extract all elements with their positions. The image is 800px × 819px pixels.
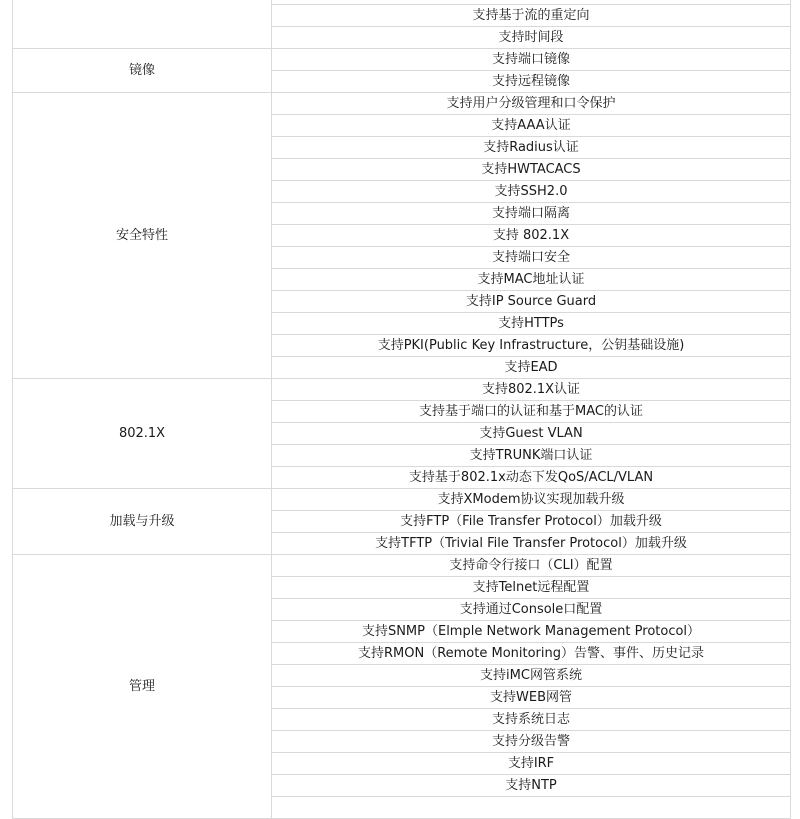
feature-cell: 支持RMON（Remote Monitoring）告警、事件、历史记录 xyxy=(272,643,791,665)
feature-cell: 支持远程镜像 xyxy=(272,71,791,93)
feature-cell: 支持SNMP（Elmple Network Management Protocol） xyxy=(272,621,791,643)
feature-cell: 支持基于端口的认证和基于MAC的认证 xyxy=(272,401,791,423)
feature-cell: 支持时间段 xyxy=(272,27,791,49)
feature-cell: 支持TRUNK端口认证 xyxy=(272,445,791,467)
feature-cell: 支持通过Console口配置 xyxy=(272,599,791,621)
feature-cell: 支持命令行接口（CLI）配置 xyxy=(272,555,791,577)
feature-cell: 支持端口安全 xyxy=(272,247,791,269)
feature-cell: 支持WEB网管 xyxy=(272,687,791,709)
category-cell: 加载与升级 xyxy=(13,489,272,555)
feature-cell: 支持系统日志 xyxy=(272,709,791,731)
table-row xyxy=(13,49,791,71)
table-row xyxy=(13,555,791,577)
feature-cell: 支持Radius认证 xyxy=(272,137,791,159)
feature-cell: 支持基于802.1x动态下发QoS/ACL/VLAN xyxy=(272,467,791,489)
table-row xyxy=(13,489,791,511)
feature-cell: 支持NTP xyxy=(272,775,791,797)
feature-cell: 支持HTTPs xyxy=(272,313,791,335)
feature-cell: 支持IRF xyxy=(272,753,791,775)
category-cell: 安全特性 xyxy=(13,93,272,379)
feature-cell: 支持PKI(Public Key Infrastructure，公钥基础设施) xyxy=(272,335,791,357)
feature-cell: 支持XModem协议实现加载升级 xyxy=(272,489,791,511)
category-cell: 管理 xyxy=(13,555,272,819)
feature-cell: 支持基于流的重定向 xyxy=(272,5,791,27)
feature-cell: 支持FTP（File Transfer Protocol）加载升级 xyxy=(272,511,791,533)
feature-cell: 支持分级告警 xyxy=(272,731,791,753)
feature-cell: 支持HWTACACS xyxy=(272,159,791,181)
table-row xyxy=(13,93,791,115)
feature-cell: 支持用户分级管理和口令保护 xyxy=(272,93,791,115)
feature-cell: 支持IP Source Guard xyxy=(272,291,791,313)
feature-cell: 支持SSH2.0 xyxy=(272,181,791,203)
feature-cell: 支持iMC网管系统 xyxy=(272,665,791,687)
feature-spec-table xyxy=(12,0,791,819)
feature-cell: 支持TFTP（Trivial File Transfer Protocol）加载升级 xyxy=(272,533,791,555)
feature-spec-table-body xyxy=(13,0,791,819)
feature-cell: 支持AAA认证 xyxy=(272,115,791,137)
category-cell: 802.1X xyxy=(13,379,272,489)
feature-cell: 支持端口隔离 xyxy=(272,203,791,225)
feature-cell: 支持 802.1X xyxy=(272,225,791,247)
feature-cell: 支持EAD xyxy=(272,357,791,379)
feature-cell: 支持802.1X认证 xyxy=(272,379,791,401)
feature-cell: 支持Guest VLAN xyxy=(272,423,791,445)
table-row xyxy=(13,379,791,401)
feature-cell: 支持端口镜像 xyxy=(272,49,791,71)
feature-cell: 支持MAC地址认证 xyxy=(272,269,791,291)
category-cell: 镜像 xyxy=(13,49,272,93)
feature-cell: 支持Telnet远程配置 xyxy=(272,577,791,599)
category-cell xyxy=(13,0,272,49)
